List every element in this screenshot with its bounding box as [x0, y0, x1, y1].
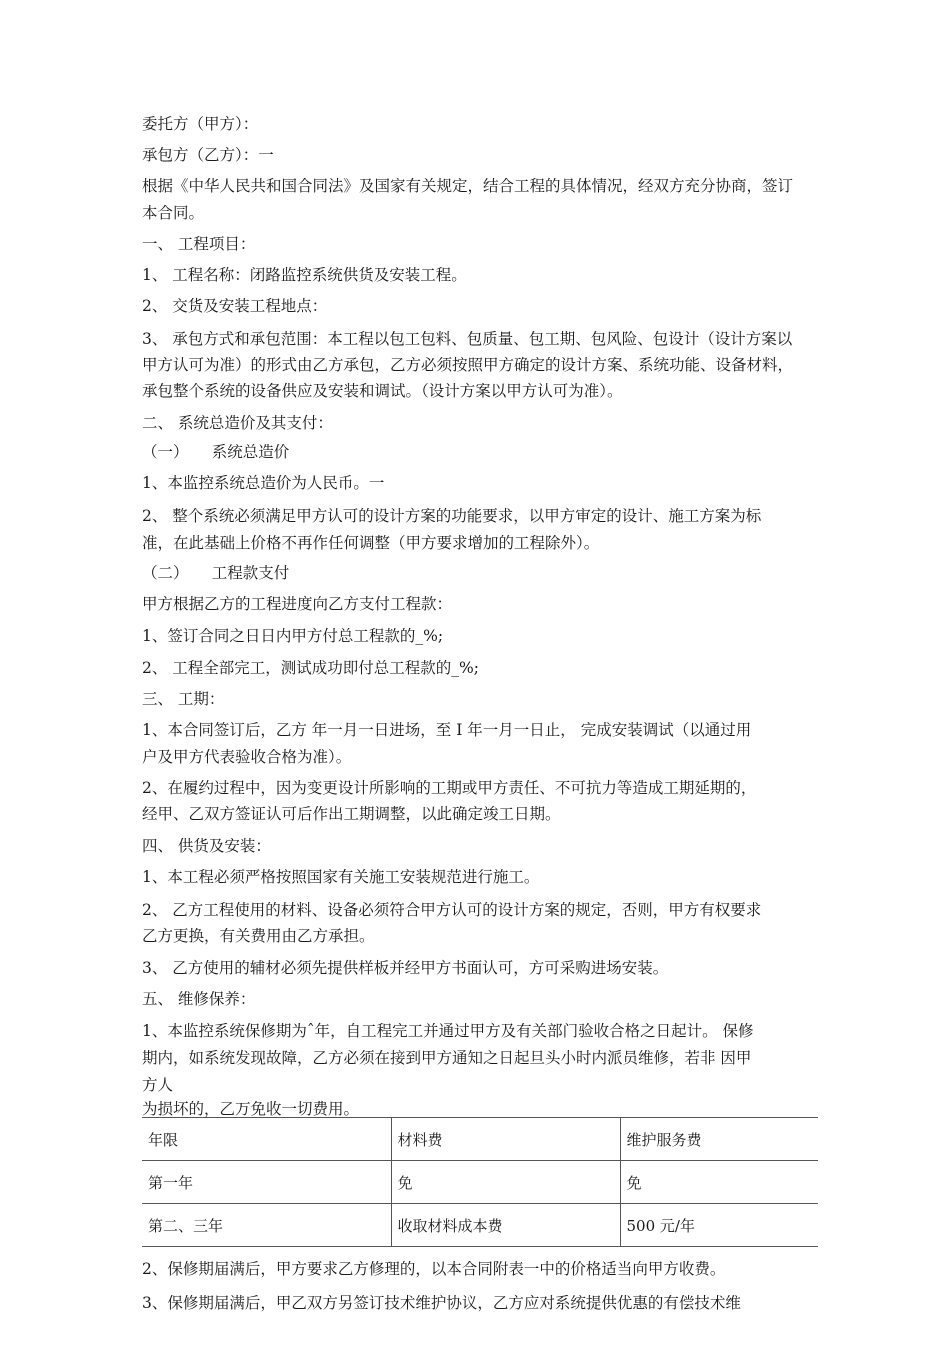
clause-line: 3、 承包方式和承包范围：本工程以包工包料、包质量、包工期、包风险、包设计（设计方案以: [142, 330, 793, 348]
table-cell: 免: [620, 1161, 818, 1204]
clause-line: 甲方根据乙方的工程进度向乙方支付工程款：: [142, 595, 453, 613]
table-cell: 第二、三年: [142, 1204, 391, 1247]
table-header-cell: 年限: [142, 1118, 391, 1161]
maintenance-fee-table: [142, 1117, 818, 1247]
clause-line: 1、 工程名称：闭路监控系统供货及安装工程。: [142, 266, 467, 284]
table-cell: 500 元/年: [620, 1204, 818, 1247]
clause-line: 2、 交货及安装工程地点：: [142, 297, 328, 315]
clause-line: 1、本监控系统总造价为人民币。一: [142, 474, 385, 492]
subsection-heading: （一） 系统总造价: [142, 443, 290, 461]
table-header-cell: 维护服务费: [620, 1118, 818, 1161]
section-heading: 一、 工程项目：: [142, 235, 256, 253]
section-heading: 二、 系统总造价及其支付：: [142, 414, 333, 432]
section-heading: 三、 工期：: [142, 690, 225, 708]
clause-line: 期内，如系统发现故障，乙方必须在接到甲方通知之日起旦头小时内派员维修，若非 因甲: [142, 1049, 752, 1067]
clause-line: 2、 工程全部完工，测试成功即付总工程款的_%;: [142, 659, 479, 677]
clause-line: 1、本工程必须严格按照国家有关施工安装规范进行施工。: [142, 868, 540, 886]
table-cell: 免: [391, 1161, 620, 1204]
clause-line: 方人: [142, 1076, 174, 1094]
table-header-row: [142, 1118, 818, 1161]
clause-line: 3、 乙方使用的辅材必须先提供样板并经甲方书面认可，方可采购进场安装。: [142, 959, 669, 977]
clause-line: 承包整个系统的设备供应及安装和调试。（设计方案以甲方认可为准）。: [142, 382, 623, 400]
section-heading: 四、 供货及安装：: [142, 837, 271, 855]
table-header-cell: 材料费: [391, 1118, 620, 1161]
party-b-line: 承包方（乙方）：一: [142, 146, 274, 164]
subsection-heading: （二） 工程款支付: [142, 564, 290, 582]
table-cell: 收取材料成本费: [391, 1204, 620, 1247]
table-row: [142, 1204, 818, 1247]
clause-line: 2、 乙方工程使用的材料、设备必须符合甲方认可的设计方案的规定，否则，甲方有权要求: [142, 901, 762, 919]
clause-line: 为损坏的，乙万免收一切费用。: [142, 1100, 360, 1118]
preamble-line: 根据《中华人民共和国合同法》及国家有关规定，结合工程的具体情况，经双方充分协商，签订: [142, 177, 794, 195]
section-heading: 五、 维修保养：: [142, 990, 256, 1008]
party-a-line: 委托方（甲方）：: [142, 115, 259, 133]
clause-line: 准，在此基础上价格不再作任何调整（甲方要求增加的工程除外）。: [142, 534, 600, 552]
clause-line: 1、本监控系统保修期为ˆ年，自工程完工并通过甲方及有关部门验收合格之日起计。 保修: [142, 1022, 754, 1040]
clause-line: 户及甲方代表验收合格为准）。: [142, 748, 352, 766]
clause-line: 2、 整个系统必须满足甲方认可的设计方案的功能要求，以甲方审定的设计、施工方案为标: [142, 507, 762, 525]
clause-line: 1、本合同签订后，乙方 年一月一日进场，至 I 年一月一日止， 完成安装调试（以通过用: [142, 721, 752, 739]
clause-line: 2、在履约过程中，因为变更设计所影响的工期或甲方责任、不可抗力等造成工期延期的，: [142, 779, 757, 797]
clause-line: 甲方认可为准）的形式由乙方承包，乙方必须按照甲方确定的设计方案、系统功能、设备材料，: [142, 356, 794, 374]
preamble-line: 本合同。: [142, 204, 205, 222]
table-row: [142, 1161, 818, 1204]
clause-line: 2、保修期届满后，甲方要求乙方修理的，以本合同附表一中的价格适当向甲方收费。: [142, 1260, 726, 1278]
clause-line: 经甲、乙双方签证认可后作出工期调整，以此确定竣工日期。: [142, 805, 561, 823]
clause-line: 3、保修期届满后，甲乙双方另签订技术维护协议，乙方应对系统提供优惠的有偿技术维: [142, 1294, 741, 1312]
clause-line: 乙方更换，有关费用由乙方承担。: [142, 927, 375, 945]
clause-line: 1、签订合同之日日内甲方付总工程款的_%;: [142, 627, 444, 645]
table-cell: 第一年: [142, 1161, 391, 1204]
